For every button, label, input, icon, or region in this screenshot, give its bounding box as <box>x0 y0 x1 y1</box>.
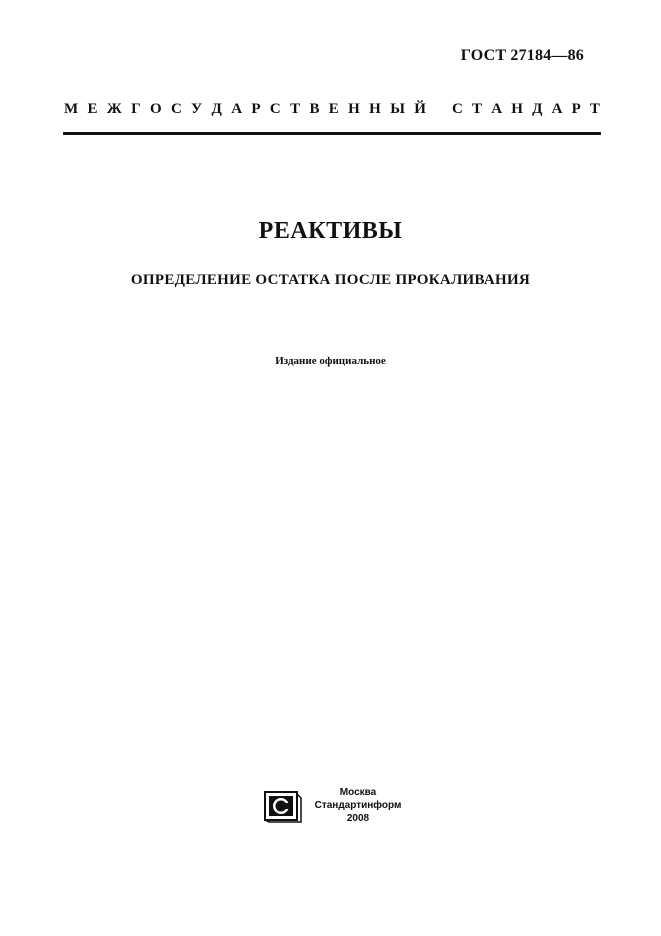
category-letter: Т <box>589 101 600 117</box>
page-title: РЕАКТИВЫ <box>258 218 403 244</box>
category-letter: С <box>170 101 182 117</box>
publisher-city: Москва <box>339 787 377 798</box>
standard-category <box>64 101 600 118</box>
category-word-1 <box>64 101 426 118</box>
page-subtitle: ОПРЕДЕЛЕНИЕ ОСТАТКА ПОСЛЕ ПРОКАЛИВАНИЯ <box>130 272 531 288</box>
category-letter: Г <box>131 101 141 117</box>
edition-note: Издание официальное <box>275 355 386 367</box>
standartinform-logo-icon <box>263 788 303 824</box>
standard-number: ГОСТ 27184—86 <box>460 47 584 64</box>
category-letter: Н <box>511 101 523 117</box>
category-letter: Й <box>414 101 426 117</box>
publisher-imprint <box>308 786 408 825</box>
category-letter: В <box>309 101 320 117</box>
category-letter: Т <box>472 101 483 117</box>
category-letter: Ы <box>390 101 405 117</box>
category-letter: Е <box>87 101 98 117</box>
category-letter: Н <box>348 101 360 117</box>
category-letter: С <box>452 101 463 117</box>
publication-year: 2008 <box>346 813 370 824</box>
category-letter: Р <box>571 101 581 117</box>
category-letter: У <box>191 101 203 117</box>
category-letter: О <box>149 101 162 117</box>
category-letter: Д <box>211 101 222 117</box>
header-divider <box>63 132 601 135</box>
category-letter: Н <box>369 101 381 117</box>
category-letter: Д <box>532 101 543 117</box>
category-word-2 <box>452 101 600 118</box>
category-letter: М <box>64 101 79 117</box>
category-letter: А <box>491 101 503 117</box>
category-letter: А <box>231 101 243 117</box>
publisher-name: Стандартинформ <box>314 800 402 811</box>
category-letter: Е <box>328 101 339 117</box>
category-letter: Т <box>290 101 301 117</box>
category-letter: С <box>269 101 281 117</box>
category-letter: Р <box>251 101 261 117</box>
category-letter: А <box>551 101 563 117</box>
category-letter: Ж <box>106 101 122 117</box>
